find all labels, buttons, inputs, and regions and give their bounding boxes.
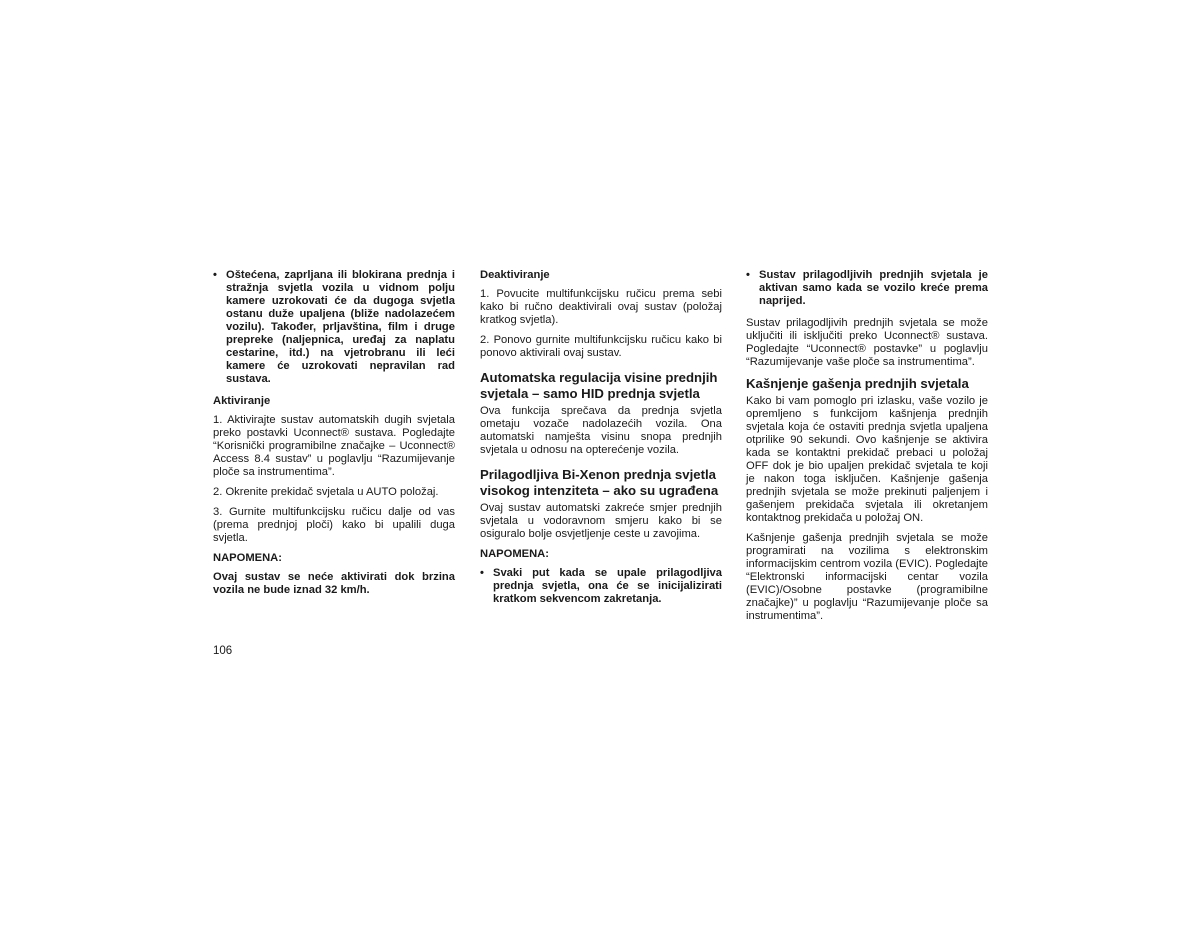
bullet-icon: •	[480, 567, 484, 579]
note-label: NAPOMENA:	[480, 548, 549, 560]
bullet-item	[213, 269, 455, 386]
leveling-paragraph: Ova funkcija sprečava da prednja svjetla ometaju vozače nadolazećih vozila. Ona automatski namješta visinu snopa prednjih svjetala u odnosu na opterećenje vozila.	[480, 405, 722, 456]
bullet-icon: •	[213, 269, 217, 281]
delay-paragraph-2: Kašnjenje gašenja prednjih svjetala se može programirati na vozilima s elektronskim informacijskim centrom vozila (EVIC). Pogledajte “Elektronski informacijski centar vozila (EVIC)/Osobne postavke (programibilne značajke)” u poglavlju “Razumijevanje ploče sa instrumentima”.	[746, 532, 988, 622]
deactivation-step-2: 2. Ponovo gurnite multifunkcijsku ručicu kako bi ponovo aktivirali ovaj sustav.	[480, 334, 722, 359]
page-number: 106	[213, 645, 233, 657]
column-left	[213, 269, 455, 604]
column-middle	[480, 269, 722, 615]
column-right	[746, 269, 988, 630]
adaptive-lights-paragraph: Sustav prilagodljivih prednjih svjetala se može uključiti ili isključiti preko Uconnect® sustava. Pogledajte “Uconnect® postavke” u poglavlju “Razumijevanje vaše ploče sa instrumentima”.	[746, 317, 988, 368]
note-text: Ovaj sustav se neće aktivirati dok brzina vozila ne bude iznad 32 km/h.	[213, 571, 455, 596]
bullet-item	[746, 269, 988, 308]
bullet-text: Svaki put kada se upale prilagodljiva prednja svjetla, ona će se inicijalizirati kratkom sekvencom zakretanja.	[493, 567, 722, 605]
bixenon-paragraph: Ovaj sustav automatski zakreće smjer prednjih svjetala u vodoravnom smjeru kako bi se osiguralo bolje osvjetljenje ceste u zavojima.	[480, 502, 722, 540]
section-heading-bixenon: Prilagodljiva Bi-Xenon prednja svjetla visokog intenziteta – ako su ugrađena	[480, 467, 719, 498]
activation-step-1: 1. Aktivirajte sustav automatskih dugih svjetala preko postavki Uconnect® sustava. Pogledajte “Korisnički programibilne značajke – Uconnect® Access 8.4 sustav” u poglavlju “Razumijevanje ploče sa instrumentima”.	[213, 414, 455, 478]
section-heading-delay: Kašnjenje gašenja prednjih svjetala	[746, 376, 969, 391]
bullet-text: Sustav prilagodljivih prednjih svjetala je aktivan samo kada se vozilo kreće prema naprijed.	[759, 269, 988, 307]
bullet-item	[480, 567, 722, 606]
section-label-activation: Aktiviranje	[213, 395, 271, 407]
activation-step-2: 2. Okrenite prekidač svjetala u AUTO položaj.	[213, 486, 439, 498]
section-label-deactivation: Deaktiviranje	[480, 269, 550, 281]
section-heading-leveling: Automatska regulacija visine prednjih svjetala – samo HID prednja svjetla	[480, 370, 718, 401]
bullet-text: Oštećena, zaprljana ili blokirana prednja i stražnja svjetla vozila u vidnom polju kamere uzrokovati će da dugoga svjetla ostanu duže upaljena (bliže nadolazećem vozilu). Također, prljavština, film i druge prepreke (naljepnica, uređaj za naplatu cestarine, itd.) na vjetrobranu ili leći kamere će uzrokovati nepravilan rad sustava.	[226, 269, 455, 385]
deactivation-step-1: 1. Povucite multifunkcijsku ručicu prema sebi kako bi ručno deaktivirali ovaj sustav (položaj kratkog svjetla).	[480, 288, 722, 326]
activation-step-3: 3. Gurnite multifunkcijsku ručicu dalje od vas (prema prednjoj ploči) kako bi upalili duga svjetla.	[213, 506, 455, 544]
bullet-icon: •	[746, 269, 750, 281]
delay-paragraph-1: Kako bi vam pomoglo pri izlasku, vaše vozilo je opremljeno s funkcijom kašnjenja prednjih svjetala koja će ostaviti prednja svjetla upaljena otprilike 90 sekundi. Ovo kašnjenje se aktivira kada se kontaktni prekidač prebaci u položaj OFF dok je bio upaljen prekidač svjetala te koji je nakon toga isključen. Kašnjenje gašenja prednjih svjetala se može prekinuti paljenjem i gašenjem prekidača svjetala ili okretanjem kontaktnog prekidača u položaj ON.	[746, 395, 988, 524]
note-label: NAPOMENA:	[213, 552, 282, 564]
